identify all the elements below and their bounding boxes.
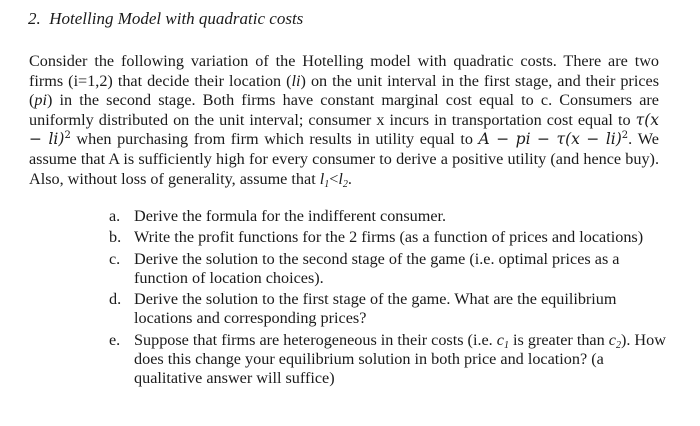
problem-paragraph: [29, 52, 659, 189]
paragraph-text-1: Consider the following variation of the Hotelling model with quadratic costs. There are two firms (i=1,2) that decide their location (: [29, 52, 659, 90]
less-than-sign: <: [329, 169, 339, 188]
list-item-e: [109, 331, 669, 389]
list-item-b: [109, 228, 669, 247]
list-item-a: [109, 207, 669, 226]
item-marker: c.: [109, 249, 121, 268]
paragraph-text-6: .: [347, 169, 352, 188]
c2-variable: $c_2$: [608, 330, 621, 351]
l2-variable: $l_2$: [338, 169, 348, 190]
c1-variable: $c_1$: [496, 330, 509, 351]
paragraph-text-5: . We assume that A is sufficiently high for every consumer to derive a positive utility (and hence buy). Also, without loss of generality, assume that: [29, 130, 659, 188]
price-variable: pi: [34, 91, 47, 110]
item-text: Derive the solution to the first stage of the game. What are the equilibrium locations and corresponding prices?: [134, 290, 617, 328]
l1-variable: $l_1$: [319, 169, 330, 190]
item-marker: d.: [109, 290, 122, 309]
item-marker: b.: [109, 228, 122, 247]
item-text: Suppose that firms are heterogeneous in their costs (i.e. $c_1$ is greater than $c_2$). How does this change your equilibrium solution in both price and location? (a qualitative answer will suffice): [134, 330, 666, 388]
section-title: Hotelling Model with quadratic costs: [49, 9, 304, 28]
section-number: 2.: [28, 9, 41, 28]
transport-cost-formula: τ(x − li)$^2$: [29, 110, 659, 149]
item-marker: e.: [109, 330, 121, 349]
item-marker: a.: [109, 207, 121, 225]
question-list: [109, 207, 669, 391]
location-variable: li: [291, 71, 301, 90]
item-text: Derive the formula for the indifferent consumer.: [134, 207, 447, 225]
paragraph-text-4: when purchasing from firm which results in utility equal to: [70, 130, 479, 149]
section-heading: [28, 9, 303, 29]
item-text: Derive the solution to the second stage of the game (i.e. optimal prices as a function of location choices).: [134, 249, 620, 287]
item-text: Write the profit functions for the 2 firms (as a function of prices and locations): [134, 228, 644, 247]
utility-formula: A − pi − τ(x − li)$^2$: [478, 130, 629, 149]
list-item-d: [109, 290, 669, 329]
paragraph-text-2: ) on the unit interval in the first stage, and their prices (: [29, 71, 659, 110]
paragraph-text-3: ) in the second stage. Both firms have constant marginal cost equal to c. Consumers are uniformly distributed on the unit interval; consumer x incurs in transportation cost equal to: [29, 91, 659, 129]
list-item-c: [109, 250, 669, 289]
